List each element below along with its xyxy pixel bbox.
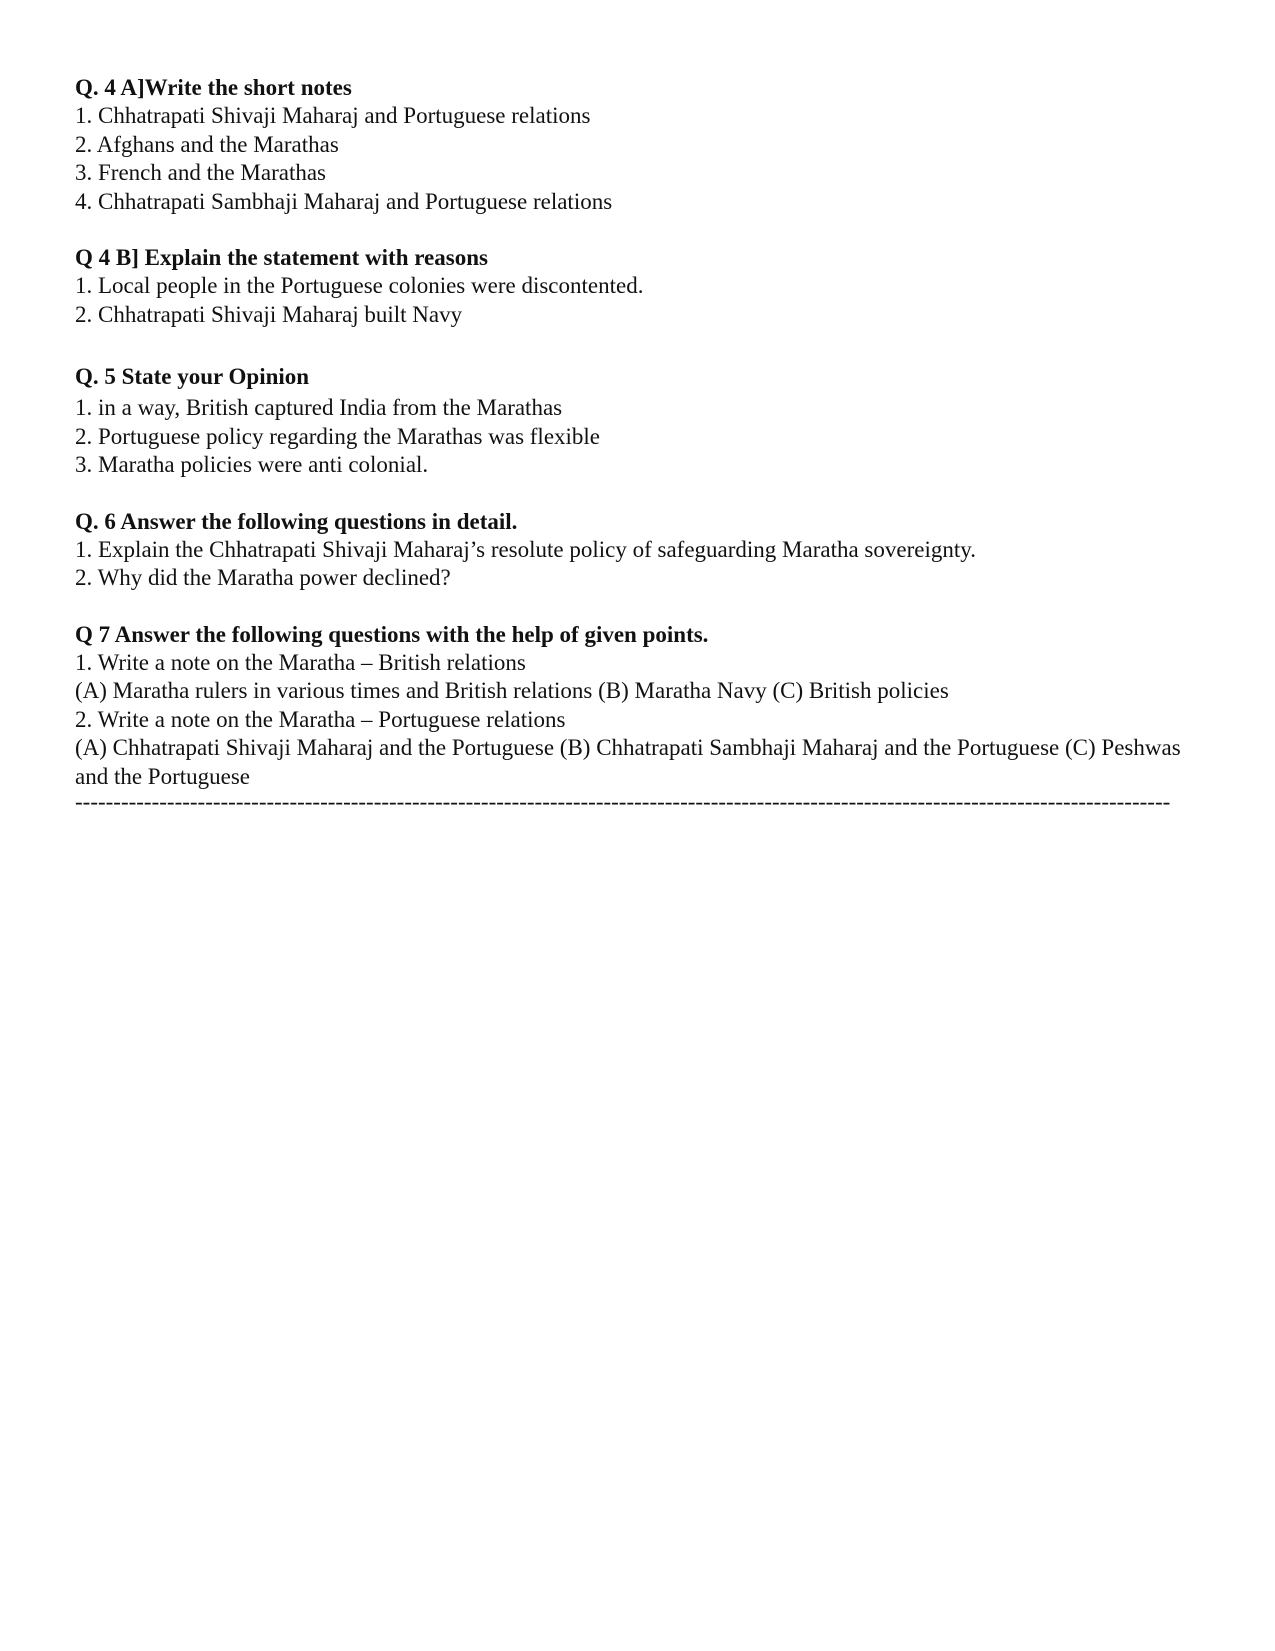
section-heading: Q. 6 Answer the following questions in detail. [75,508,518,534]
question-item: 4. Chhatrapati Sambhaji Maharaj and Portuguese relations [75,188,613,214]
spacer [75,216,1205,243]
question-item: 3. Maratha policies were anti colonial. [75,452,429,477]
document-page [75,73,1205,813]
question-item: 2. Afghans and the Marathas [75,131,339,157]
question-item: 1. Chhatrapati Shivaji Maharaj and Portuguese relations [75,103,591,128]
question-item: 2. Portuguese policy regarding the Marathas was flexible [75,423,601,449]
section-q4a [75,73,1205,216]
question-item: 2. Why did the Maratha power declined? [75,565,451,590]
section-heading: Q. 4 A]Write the short notes [75,75,352,100]
section-heading: Q 7 Answer the following questions with the help of given points. [75,621,709,647]
spacer [75,480,1205,507]
dashed-divider: ----------------------------------------------------------------------------------------------------------------------------------------------- [75,791,1171,813]
section-q5 [75,362,1205,480]
spacer [75,329,1205,362]
section-q4b [75,243,1205,329]
question-item: (A) Maratha rulers in various times and British relations (B) Maratha Navy (C) British policies [75,678,949,703]
question-item: 1. in a way, British captured India from the Marathas [75,395,563,420]
section-heading: Q. 5 State your Opinion [75,364,310,389]
question-item: 1. Write a note on the Maratha – British relations [75,649,526,675]
question-item: 1. Local people in the Portuguese colonies were discontented. [75,273,644,298]
section-heading: Q 4 B] Explain the statement with reasons [75,245,488,270]
spacer [75,593,1205,620]
question-item: 2. Chhatrapati Shivaji Maharaj built Navy [75,301,463,327]
question-item: 2. Write a note on the Maratha – Portuguese relations [75,706,566,732]
question-item: 3. French and the Marathas [75,160,327,185]
section-q7 [75,620,1205,792]
question-item: 1. Explain the Chhatrapati Shivaji Maharaj’s resolute policy of safeguarding Maratha sovereignty. [75,536,976,562]
question-item: (A) Chhatrapati Shivaji Maharaj and the Portuguese (B) Chhatrapati Sambhaji Maharaj and the Portuguese (C) Peshwas and the Portuguese [75,735,1181,789]
section-q6 [75,507,1205,593]
